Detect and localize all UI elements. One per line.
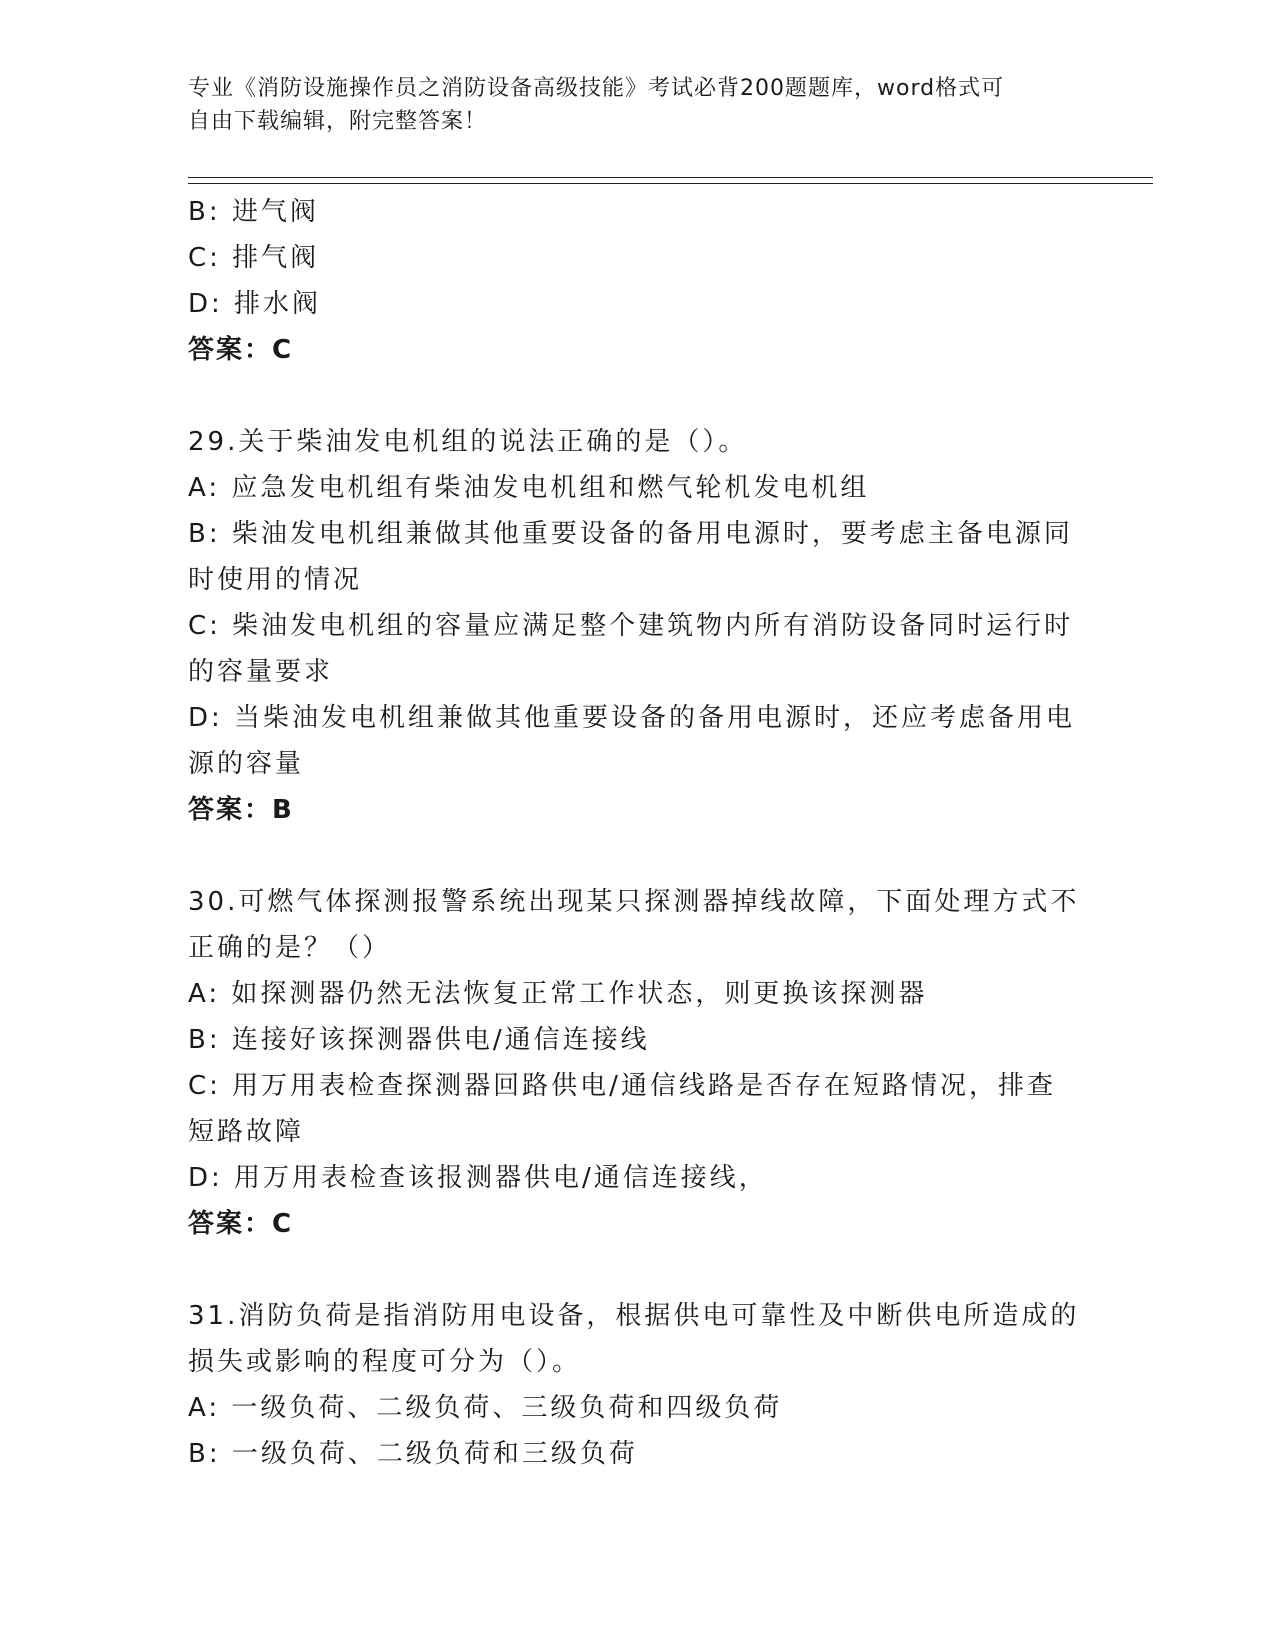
option-d-line-2: 源的容量 bbox=[188, 749, 305, 779]
option-d: D: 用万用表检查该报测器供电/通信连接线， bbox=[188, 1163, 768, 1193]
option-b: B: 连接好该探测器供电/通信连接线 bbox=[188, 1025, 650, 1055]
question-stem-line-1: 30.可燃气体探测报警系统出现某只探测器掉线故障，下面处理方式不 bbox=[188, 887, 1080, 917]
question-spacer bbox=[188, 373, 1078, 419]
header-divider-bottom bbox=[188, 183, 1153, 184]
option-b-line-1: B: 柴油发电机组兼做其他重要设备的备用电源时，要考虑主备电源同 bbox=[188, 519, 1073, 549]
question-stem-line-2: 损失或影响的程度可分为（）。 bbox=[188, 1347, 582, 1377]
option-c-line-2: 的容量要求 bbox=[188, 657, 334, 687]
option-b: B: 进气阀 bbox=[188, 197, 319, 227]
question-30 bbox=[188, 879, 1078, 1247]
header-divider-top bbox=[188, 177, 1153, 178]
question-28-tail bbox=[188, 189, 1078, 373]
option-c-line-2: 短路故障 bbox=[188, 1117, 305, 1147]
question-list bbox=[188, 189, 1078, 1477]
question-stem: 29.关于柴油发电机组的说法正确的是（）。 bbox=[188, 427, 748, 457]
question-stem-line-1: 31.消防负荷是指消防用电设备，根据供电可靠性及中断供电所造成的 bbox=[188, 1301, 1080, 1331]
option-c-line-1: C: 用万用表检查探测器回路供电/通信线路是否存在短路情况，排查 bbox=[188, 1071, 1056, 1101]
header-title-line-2: 自由下载编辑，附完整答案！ bbox=[188, 109, 488, 134]
option-a: A: 一级负荷、二级负荷、三级负荷和四级负荷 bbox=[188, 1393, 783, 1423]
answer: 答案：C bbox=[188, 1209, 294, 1239]
option-a: A: 如探测器仍然无法恢复正常工作状态，则更换该探测器 bbox=[188, 979, 928, 1009]
question-spacer bbox=[188, 833, 1078, 879]
question-29 bbox=[188, 419, 1078, 833]
question-stem-line-2: 正确的是？（） bbox=[188, 933, 392, 963]
option-d: D: 排水阀 bbox=[188, 289, 322, 319]
question-spacer bbox=[188, 1247, 1078, 1293]
option-c: C: 排气阀 bbox=[188, 243, 320, 273]
document-header bbox=[188, 72, 1068, 138]
option-c-line-1: C: 柴油发电机组的容量应满足整个建筑物内所有消防设备同时运行时 bbox=[188, 611, 1074, 641]
question-31 bbox=[188, 1293, 1078, 1477]
option-d-line-1: D: 当柴油发电机组兼做其他重要设备的备用电源时，还应考虑备用电 bbox=[188, 703, 1076, 733]
option-b-line-2: 时使用的情况 bbox=[188, 565, 363, 595]
option-b: B: 一级负荷、二级负荷和三级负荷 bbox=[188, 1439, 638, 1469]
answer: 答案：B bbox=[188, 795, 294, 825]
option-a: A: 应急发电机组有柴油发电机组和燃气轮机发电机组 bbox=[188, 473, 870, 503]
answer: 答案：C bbox=[188, 335, 294, 365]
header-title-line-1: 专业《消防设施操作员之消防设备高级技能》考试必背200题题库，word格式可 bbox=[188, 76, 1005, 101]
